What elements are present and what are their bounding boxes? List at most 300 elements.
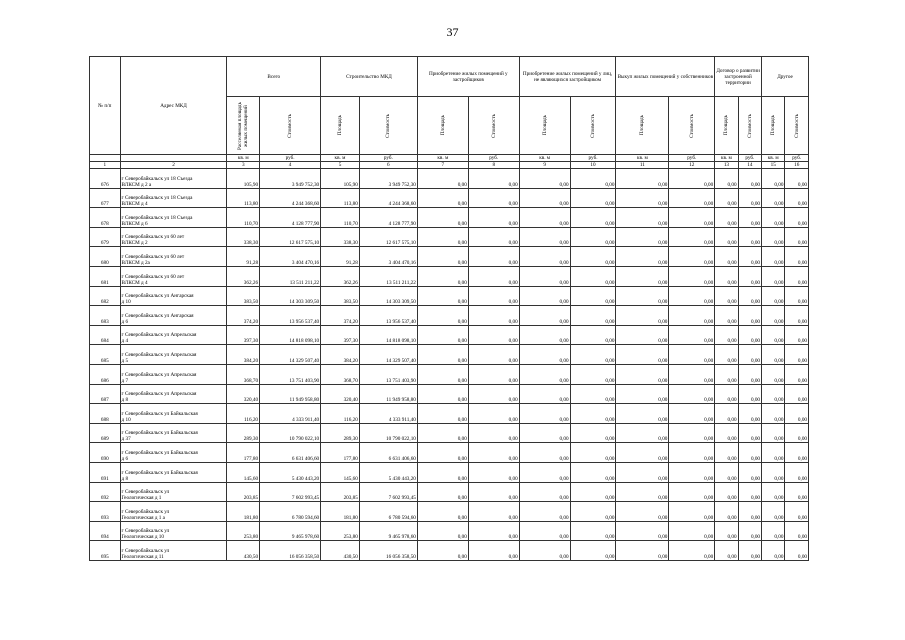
construction-cost: 3 949 752,30 <box>359 169 417 189</box>
zero-value-cell: 0,00 <box>738 384 761 404</box>
zero-value-cell: 0,00 <box>738 521 761 541</box>
zero-value-cell: 0,00 <box>616 521 669 541</box>
unit-cell: руб. <box>570 155 616 162</box>
zero-value-cell: 0,00 <box>519 521 570 541</box>
zero-value-cell: 0,00 <box>669 345 715 365</box>
zero-value-cell: 0,00 <box>785 502 809 522</box>
column-number-cell: 6 <box>359 162 417 169</box>
zero-value-cell: 0,00 <box>468 364 519 384</box>
col-header-address: Адрес МКД <box>120 57 227 155</box>
zero-value-cell: 0,00 <box>785 306 809 326</box>
construction-area: 430,50 <box>321 541 360 561</box>
total-area: 181,80 <box>227 502 260 522</box>
zero-value-cell: 0,00 <box>468 247 519 267</box>
column-number-cell: 15 <box>762 162 785 169</box>
total-area: 320,40 <box>227 384 260 404</box>
zero-value-cell: 0,00 <box>468 482 519 502</box>
zero-value-cell: 0,00 <box>468 188 519 208</box>
zero-value-cell: 0,00 <box>570 208 616 228</box>
construction-area: 203,85 <box>321 482 360 502</box>
zero-value-cell: 0,00 <box>468 443 519 463</box>
zero-value-cell: 0,00 <box>785 345 809 365</box>
zero-value-cell: 0,00 <box>519 266 570 286</box>
zero-value-cell: 0,00 <box>570 443 616 463</box>
address-line: ВЛКСМ д 6 <box>121 220 148 227</box>
zero-value-cell: 0,00 <box>570 169 616 189</box>
zero-value-cell: 0,00 <box>570 384 616 404</box>
zero-value-cell: 0,00 <box>519 384 570 404</box>
address-line: д 6 <box>121 318 129 325</box>
zero-value-cell: 0,00 <box>738 541 761 561</box>
zero-value-cell: 0,00 <box>468 541 519 561</box>
zero-value-cell: 0,00 <box>762 521 785 541</box>
zero-value-cell: 0,00 <box>468 502 519 522</box>
subheader-cost: Стоимость <box>260 97 321 155</box>
zero-value-cell: 0,00 <box>669 286 715 306</box>
row-number: 686 <box>90 364 121 384</box>
group-header: Договор о развитии застроенной территории <box>715 57 762 97</box>
row-address <box>120 286 227 306</box>
row-address <box>120 188 227 208</box>
construction-cost: 4 244 368,60 <box>359 188 417 208</box>
row-number: 687 <box>90 384 121 404</box>
zero-value-cell: 0,00 <box>570 325 616 345</box>
row-address <box>120 227 227 247</box>
row-address <box>120 306 227 326</box>
zero-value-cell: 0,00 <box>417 266 468 286</box>
table-row <box>90 521 809 541</box>
total-cost: 4 128 777,90 <box>260 208 321 228</box>
construction-area: 397,30 <box>321 325 360 345</box>
subheader-area: Площадь <box>715 97 738 155</box>
construction-cost: 4 128 777,90 <box>359 208 417 228</box>
total-area: 430,50 <box>227 541 260 561</box>
total-cost: 7 602 993,45 <box>260 482 321 502</box>
address-line: г Северобайкальск ул 60 лет <box>121 253 185 260</box>
row-number: 688 <box>90 404 121 424</box>
zero-value-cell: 0,00 <box>570 423 616 443</box>
zero-value-cell: 0,00 <box>669 423 715 443</box>
row-address <box>120 384 227 404</box>
zero-value-cell: 0,00 <box>785 384 809 404</box>
construction-area: 91,28 <box>321 247 360 267</box>
address-line: г Северобайкальск ул Байкальская <box>121 469 198 476</box>
address-line: г Северобайкальск ул Апрельская <box>121 371 197 378</box>
zero-value-cell: 0,00 <box>785 208 809 228</box>
construction-cost: 14 329 507,40 <box>359 345 417 365</box>
column-number-cell: 11 <box>616 162 669 169</box>
group-header: Строительство МКД <box>321 57 418 97</box>
zero-value-cell: 0,00 <box>468 266 519 286</box>
zero-value-cell: 0,00 <box>762 384 785 404</box>
zero-value-cell: 0,00 <box>715 482 738 502</box>
zero-value-cell: 0,00 <box>785 404 809 424</box>
zero-value-cell: 0,00 <box>570 306 616 326</box>
unit-cell <box>120 155 227 162</box>
row-number: 676 <box>90 169 121 189</box>
zero-value-cell: 0,00 <box>738 266 761 286</box>
zero-value-cell: 0,00 <box>669 247 715 267</box>
zero-value-cell: 0,00 <box>762 227 785 247</box>
zero-value-cell: 0,00 <box>519 286 570 306</box>
zero-value-cell: 0,00 <box>669 404 715 424</box>
subheader-cost: Стоимость <box>570 97 616 155</box>
zero-value-cell: 0,00 <box>616 541 669 561</box>
address-line: д 10 <box>121 416 131 423</box>
zero-value-cell: 0,00 <box>785 521 809 541</box>
zero-value-cell: 0,00 <box>715 247 738 267</box>
total-area: 368,70 <box>227 364 260 384</box>
row-number: 692 <box>90 482 121 502</box>
total-area: 177,80 <box>227 443 260 463</box>
zero-value-cell: 0,00 <box>417 227 468 247</box>
total-cost: 6 780 594,60 <box>260 502 321 522</box>
construction-cost: 16 056 358,50 <box>359 541 417 561</box>
total-cost: 13 956 537,40 <box>260 306 321 326</box>
address-line: ВЛКСМ д 4 <box>121 201 148 208</box>
zero-value-cell: 0,00 <box>738 345 761 365</box>
zero-value-cell: 0,00 <box>616 247 669 267</box>
address-line: г Северобайкальск ул Апрельская <box>121 332 197 339</box>
zero-value-cell: 0,00 <box>738 325 761 345</box>
unit-cell: руб. <box>738 155 761 162</box>
column-number-cell: 8 <box>468 162 519 169</box>
table-body <box>90 169 809 561</box>
subheader-area: Площадь <box>762 97 785 155</box>
group-header: Приобретение жилых помещений у лиц, не являющихся застройщиком <box>519 57 616 97</box>
row-number: 689 <box>90 423 121 443</box>
zero-value-cell: 0,00 <box>785 266 809 286</box>
zero-value-cell: 0,00 <box>519 227 570 247</box>
zero-value-cell: 0,00 <box>785 482 809 502</box>
zero-value-cell: 0,00 <box>785 188 809 208</box>
zero-value-cell: 0,00 <box>715 169 738 189</box>
total-area: 383,50 <box>227 286 260 306</box>
zero-value-cell: 0,00 <box>715 345 738 365</box>
construction-area: 338,30 <box>321 227 360 247</box>
zero-value-cell: 0,00 <box>762 423 785 443</box>
row-number: 690 <box>90 443 121 463</box>
zero-value-cell: 0,00 <box>715 188 738 208</box>
zero-value-cell: 0,00 <box>669 541 715 561</box>
total-cost: 4 244 368,60 <box>260 188 321 208</box>
row-address <box>120 325 227 345</box>
subheader-cost: Стоимость <box>738 97 761 155</box>
zero-value-cell: 0,00 <box>468 423 519 443</box>
zero-value-cell: 0,00 <box>715 404 738 424</box>
zero-value-cell: 0,00 <box>616 306 669 326</box>
zero-value-cell: 0,00 <box>519 364 570 384</box>
construction-area: 289,30 <box>321 423 360 443</box>
row-address <box>120 169 227 189</box>
total-area: 113,80 <box>227 188 260 208</box>
construction-area: 362,26 <box>321 266 360 286</box>
zero-value-cell: 0,00 <box>762 482 785 502</box>
zero-value-cell: 0,00 <box>417 521 468 541</box>
zero-value-cell: 0,00 <box>417 502 468 522</box>
group-header: Другое <box>762 57 809 97</box>
zero-value-cell: 0,00 <box>669 502 715 522</box>
subheader-area: Площадь <box>321 97 360 155</box>
zero-value-cell: 0,00 <box>738 247 761 267</box>
total-cost: 14 303 309,50 <box>260 286 321 306</box>
total-cost: 3 949 752,30 <box>260 169 321 189</box>
address-line: Геологическая д 1 а <box>121 514 165 521</box>
total-cost: 14 818 098,10 <box>260 325 321 345</box>
construction-cost: 13 751 403,90 <box>359 364 417 384</box>
zero-value-cell: 0,00 <box>738 188 761 208</box>
table-row <box>90 325 809 345</box>
table-row <box>90 462 809 482</box>
unit-cell: руб. <box>260 155 321 162</box>
zero-value-cell: 0,00 <box>669 443 715 463</box>
total-area: 397,30 <box>227 325 260 345</box>
zero-value-cell: 0,00 <box>762 306 785 326</box>
table-row <box>90 306 809 326</box>
zero-value-cell: 0,00 <box>616 325 669 345</box>
zero-value-cell: 0,00 <box>715 423 738 443</box>
zero-value-cell: 0,00 <box>468 286 519 306</box>
zero-value-cell: 0,00 <box>616 423 669 443</box>
unit-cell: руб. <box>468 155 519 162</box>
unit-cell: руб. <box>785 155 809 162</box>
zero-value-cell: 0,00 <box>468 345 519 365</box>
zero-value-cell: 0,00 <box>570 482 616 502</box>
zero-value-cell: 0,00 <box>669 384 715 404</box>
row-number: 680 <box>90 247 121 267</box>
row-address <box>120 208 227 228</box>
row-address <box>120 502 227 522</box>
table-row <box>90 266 809 286</box>
total-area: 289,30 <box>227 423 260 443</box>
unit-cell: кв. м <box>417 155 468 162</box>
zero-value-cell: 0,00 <box>715 286 738 306</box>
zero-value-cell: 0,00 <box>738 227 761 247</box>
column-number-cell: 1 <box>90 162 121 169</box>
address-line: д 7 <box>121 377 129 384</box>
zero-value-cell: 0,00 <box>669 482 715 502</box>
zero-value-cell: 0,00 <box>785 541 809 561</box>
column-number-cell: 2 <box>120 162 227 169</box>
zero-value-cell: 0,00 <box>738 462 761 482</box>
zero-value-cell: 0,00 <box>616 384 669 404</box>
zero-value-cell: 0,00 <box>762 247 785 267</box>
unit-cell: кв. м <box>321 155 360 162</box>
zero-value-cell: 0,00 <box>785 247 809 267</box>
row-address <box>120 266 227 286</box>
table-row <box>90 541 809 561</box>
zero-value-cell: 0,00 <box>468 306 519 326</box>
unit-cell: кв. м <box>227 155 260 162</box>
address-line: г Северобайкальск ул 18 Съезда <box>121 214 193 221</box>
row-number: 678 <box>90 208 121 228</box>
zero-value-cell: 0,00 <box>715 541 738 561</box>
construction-cost: 5 430 443,20 <box>359 462 417 482</box>
zero-value-cell: 0,00 <box>519 502 570 522</box>
total-cost: 6 631 406,60 <box>260 443 321 463</box>
construction-area: 384,20 <box>321 345 360 365</box>
row-address <box>120 541 227 561</box>
construction-cost: 6 631 406,60 <box>359 443 417 463</box>
address-line: д 4 <box>121 338 129 345</box>
zero-value-cell: 0,00 <box>738 286 761 306</box>
zero-value-cell: 0,00 <box>417 306 468 326</box>
total-cost: 16 056 358,50 <box>260 541 321 561</box>
subheader-cost: Стоимость <box>359 97 417 155</box>
zero-value-cell: 0,00 <box>785 286 809 306</box>
zero-value-cell: 0,00 <box>762 462 785 482</box>
zero-value-cell: 0,00 <box>738 169 761 189</box>
address-line: Геологическая д 1 <box>121 495 162 502</box>
zero-value-cell: 0,00 <box>570 266 616 286</box>
zero-value-cell: 0,00 <box>738 443 761 463</box>
construction-cost: 13 511 211,22 <box>359 266 417 286</box>
table-row <box>90 208 809 228</box>
address-line: д 10 <box>121 299 131 306</box>
construction-area: 181,80 <box>321 502 360 522</box>
zero-value-cell: 0,00 <box>417 325 468 345</box>
row-address <box>120 345 227 365</box>
address-line: ВЛКСМ д 2а <box>121 259 150 266</box>
construction-area: 113,80 <box>321 188 360 208</box>
zero-value-cell: 0,00 <box>715 266 738 286</box>
zero-value-cell: 0,00 <box>762 345 785 365</box>
unit-cell: кв. м <box>519 155 570 162</box>
zero-value-cell: 0,00 <box>519 306 570 326</box>
total-cost: 4 333 911,40 <box>260 404 321 424</box>
address-line: г Северобайкальск ул <box>121 528 170 535</box>
zero-value-cell: 0,00 <box>570 247 616 267</box>
row-address <box>120 443 227 463</box>
zero-value-cell: 0,00 <box>417 364 468 384</box>
zero-value-cell: 0,00 <box>738 404 761 424</box>
zero-value-cell: 0,00 <box>519 345 570 365</box>
table-row <box>90 227 809 247</box>
zero-value-cell: 0,00 <box>738 502 761 522</box>
address-line: ВЛКСМ д 2 <box>121 240 148 247</box>
zero-value-cell: 0,00 <box>762 443 785 463</box>
row-address <box>120 482 227 502</box>
zero-value-cell: 0,00 <box>762 169 785 189</box>
zero-value-cell: 0,00 <box>669 462 715 482</box>
table-row <box>90 404 809 424</box>
zero-value-cell: 0,00 <box>417 541 468 561</box>
zero-value-cell: 0,00 <box>519 404 570 424</box>
table-row <box>90 423 809 443</box>
zero-value-cell: 0,00 <box>669 169 715 189</box>
subheader-cost: Стоимость <box>785 97 809 155</box>
construction-area: 177,80 <box>321 443 360 463</box>
total-area: 384,20 <box>227 345 260 365</box>
zero-value-cell: 0,00 <box>570 227 616 247</box>
group-header: Всего <box>227 57 321 97</box>
row-address <box>120 247 227 267</box>
column-number-cell: 10 <box>570 162 616 169</box>
row-address <box>120 404 227 424</box>
zero-value-cell: 0,00 <box>519 443 570 463</box>
zero-value-cell: 0,00 <box>616 404 669 424</box>
row-address <box>120 521 227 541</box>
address-line: г Северобайкальск ул Апрельская <box>121 391 197 398</box>
zero-value-cell: 0,00 <box>417 345 468 365</box>
zero-value-cell: 0,00 <box>468 208 519 228</box>
zero-value-cell: 0,00 <box>715 462 738 482</box>
unit-cell: руб. <box>359 155 417 162</box>
zero-value-cell: 0,00 <box>468 521 519 541</box>
unit-cell: кв. м <box>715 155 738 162</box>
row-number: 691 <box>90 462 121 482</box>
column-number-cell: 12 <box>669 162 715 169</box>
address-line: г Северобайкальск ул 60 лет <box>121 234 185 241</box>
zero-value-cell: 0,00 <box>519 208 570 228</box>
table-row <box>90 364 809 384</box>
address-line: г Северобайкальск ул Апрельская <box>121 351 197 358</box>
address-line: д 8 <box>121 475 129 482</box>
zero-value-cell: 0,00 <box>762 404 785 424</box>
table-row <box>90 384 809 404</box>
subheader-cost: Стоимость <box>468 97 519 155</box>
address-line: г Северобайкальск ул Ангарская <box>121 293 194 300</box>
address-line: д 37 <box>121 436 131 443</box>
total-area: 374,20 <box>227 306 260 326</box>
row-number: 683 <box>90 306 121 326</box>
zero-value-cell: 0,00 <box>762 286 785 306</box>
zero-value-cell: 0,00 <box>570 364 616 384</box>
column-number-cell: 7 <box>417 162 468 169</box>
construction-cost: 7 602 993,45 <box>359 482 417 502</box>
column-number-cell: 14 <box>738 162 761 169</box>
table-row <box>90 169 809 189</box>
row-number: 679 <box>90 227 121 247</box>
col-header-num: № п/п <box>90 57 121 155</box>
construction-cost: 14 303 309,50 <box>359 286 417 306</box>
subheader-resettle-area: Расселяемая площадь жилых помещений <box>227 97 260 155</box>
construction-cost: 9 465 978,60 <box>359 521 417 541</box>
subheader-area: Площадь <box>616 97 669 155</box>
construction-area: 374,20 <box>321 306 360 326</box>
zero-value-cell: 0,00 <box>570 404 616 424</box>
zero-value-cell: 0,00 <box>570 521 616 541</box>
zero-value-cell: 0,00 <box>715 521 738 541</box>
address-line: г Северобайкальск ул Байкальская <box>121 430 198 437</box>
construction-area: 320,40 <box>321 384 360 404</box>
zero-value-cell: 0,00 <box>519 462 570 482</box>
zero-value-cell: 0,00 <box>738 208 761 228</box>
table-row <box>90 443 809 463</box>
address-line: ВЛКСМ д 4 <box>121 279 148 286</box>
zero-value-cell: 0,00 <box>762 502 785 522</box>
zero-value-cell: 0,00 <box>762 364 785 384</box>
zero-value-cell: 0,00 <box>616 208 669 228</box>
row-number: 682 <box>90 286 121 306</box>
zero-value-cell: 0,00 <box>519 541 570 561</box>
zero-value-cell: 0,00 <box>417 443 468 463</box>
unit-cell: руб. <box>669 155 715 162</box>
column-number-cell: 4 <box>260 162 321 169</box>
total-area: 362,26 <box>227 266 260 286</box>
zero-value-cell: 0,00 <box>468 404 519 424</box>
zero-value-cell: 0,00 <box>616 462 669 482</box>
total-area: 110,70 <box>227 208 260 228</box>
zero-value-cell: 0,00 <box>570 462 616 482</box>
construction-cost: 10 790 022,10 <box>359 423 417 443</box>
zero-value-cell: 0,00 <box>468 384 519 404</box>
total-cost: 5 430 443,20 <box>260 462 321 482</box>
zero-value-cell: 0,00 <box>762 325 785 345</box>
zero-value-cell: 0,00 <box>669 188 715 208</box>
zero-value-cell: 0,00 <box>468 169 519 189</box>
construction-area: 145,60 <box>321 462 360 482</box>
